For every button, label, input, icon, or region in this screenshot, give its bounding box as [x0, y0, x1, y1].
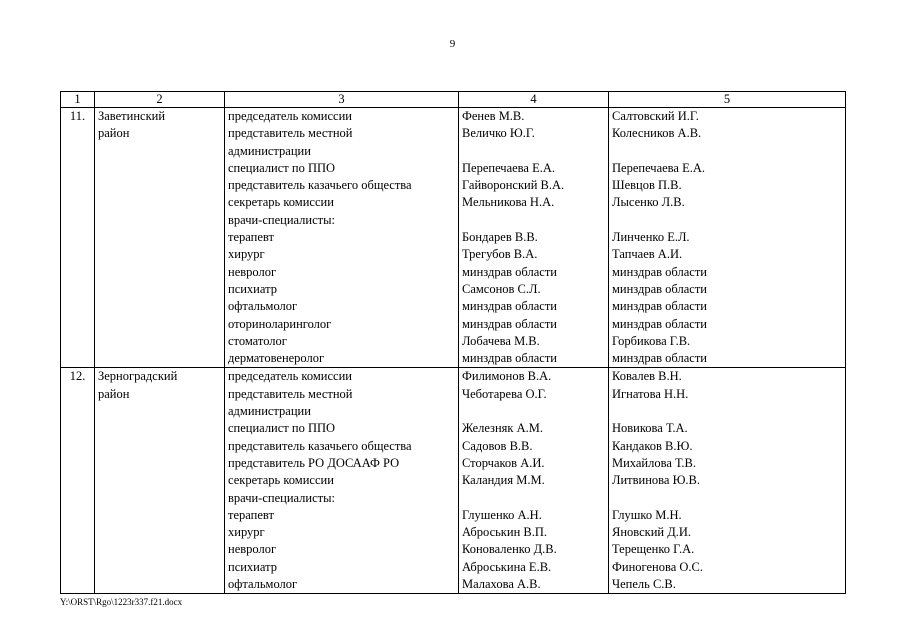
role-cell: терапевт: [228, 230, 274, 245]
member-cell: Самсонов С.Л.: [462, 281, 541, 296]
role-cell: администрации: [228, 404, 311, 419]
role-cell: секретарь комиссии: [228, 195, 334, 210]
reserve-cell: Яновский Д.И.: [612, 525, 692, 540]
member-cell: минздрав области: [462, 264, 557, 279]
role-cell: председатель комиссии: [228, 109, 352, 123]
member-cell: Гайворонский В.А.: [462, 178, 565, 193]
reserve-cell: Колесников А.В.: [612, 126, 702, 141]
reserve-cell: Михайлова Т.В.: [612, 455, 696, 470]
section-number: 12.: [61, 368, 95, 594]
member-column: [459, 108, 609, 368]
reserve-cell: Терещенко Г.А.: [612, 542, 695, 557]
member-cell: [462, 212, 605, 229]
role-cell: представитель РО ДОСААФ РО: [228, 455, 400, 470]
reserve-cell: Шевцов П.В.: [612, 178, 682, 193]
member-cell: Аброськина Е.В.: [462, 559, 552, 574]
section-row-11: [61, 108, 846, 368]
member-cell: Малахова А.В.: [462, 577, 541, 592]
member-cell: минздрав области: [462, 351, 557, 366]
member-cell: Чеботарева О.Г.: [462, 386, 547, 401]
member-cell: Аброськин В.П.: [462, 525, 548, 540]
role-cell: терапевт: [228, 507, 274, 522]
reserve-cell: [612, 212, 842, 229]
reserve-cell: минздрав области: [612, 351, 707, 366]
member-cell: Филимонов В.А.: [462, 369, 552, 384]
commission-table: [60, 91, 846, 594]
role-cell: специалист по ППО: [228, 160, 336, 175]
member-cell: Бондарев В.В.: [462, 230, 538, 245]
section-number: 11.: [61, 108, 95, 368]
reserve-cell: Ковалев В.Н.: [612, 369, 682, 384]
member-cell: минздрав области: [462, 316, 557, 331]
district-name-cell: [95, 368, 225, 594]
reserve-cell: Литвинова Ю.В.: [612, 473, 701, 488]
column-header-1: 1: [61, 92, 95, 108]
role-cell: дерматовенеролог: [228, 351, 325, 366]
member-cell: Лобачева М.В.: [462, 333, 540, 348]
role-cell: офтальмолог: [228, 299, 298, 314]
member-cell: Фенев М.В.: [462, 109, 525, 123]
member-cell: [462, 143, 605, 160]
role-cell: хирург: [228, 525, 265, 540]
role-cell: хирург: [228, 247, 265, 262]
district-name-line: Заветинский: [98, 109, 166, 123]
role-cell: секретарь комиссии: [228, 473, 334, 488]
reserve-cell: Перепечаева Е.А.: [612, 160, 706, 175]
column-header-5: 5: [609, 92, 846, 108]
role-cell: психиатр: [228, 559, 277, 574]
reserve-cell: Кандаков В.Ю.: [612, 438, 693, 453]
member-cell: [462, 490, 605, 507]
district-name-cell: [95, 108, 225, 368]
role-cell: стоматолог: [228, 333, 287, 348]
reserve-cell: минздрав области: [612, 264, 707, 279]
member-cell: Коноваленко Д.В.: [462, 542, 557, 557]
reserve-cell: Новикова Т.А.: [612, 421, 688, 436]
member-cell: Сторчаков А.И.: [462, 455, 545, 470]
role-cell: представитель казачьего общества: [228, 438, 412, 453]
reserve-cell: Тапчаев А.И.: [612, 247, 683, 262]
member-column: [459, 368, 609, 594]
reserve-cell: [612, 490, 842, 507]
role-cell: председатель комиссии: [228, 369, 352, 384]
district-name-line: район: [98, 386, 130, 401]
district-name-line: Зерноградский: [98, 369, 178, 384]
reserve-cell: Игнатова Н.Н.: [612, 386, 689, 401]
member-cell: Величко Ю.Г.: [462, 126, 535, 141]
reserve-cell: [612, 143, 842, 160]
section-row-12: [61, 368, 846, 594]
member-cell: Глушенко А.Н.: [462, 507, 542, 522]
role-cell: представитель местной: [228, 386, 353, 401]
column-header-4: 4: [459, 92, 609, 108]
role-cell: специалист по ППО: [228, 421, 336, 436]
column-header-3: 3: [225, 92, 459, 108]
page-number: 9: [449, 38, 456, 50]
reserve-cell: [612, 403, 842, 420]
role-cell: врачи-специалисты:: [228, 212, 335, 227]
member-cell: Мельникова Н.А.: [462, 195, 555, 210]
role-cell: администрации: [228, 143, 311, 158]
reserve-cell: минздрав области: [612, 316, 707, 331]
role-column: [225, 368, 459, 594]
table-header-row: [61, 92, 846, 108]
reserve-cell: Салтовский И.Г.: [612, 109, 699, 123]
member-cell: минздрав области: [462, 299, 557, 314]
role-cell: невролог: [228, 542, 277, 557]
reserve-cell: Лысенко Л.В.: [612, 195, 685, 210]
reserve-cell: минздрав области: [612, 281, 707, 296]
role-cell: оториноларинголог: [228, 316, 332, 331]
reserve-cell: Глушко М.Н.: [612, 507, 682, 522]
member-cell: [462, 403, 605, 420]
role-cell: невролог: [228, 264, 277, 279]
footer-file-path: Y:\ORST\Rgo\1223r337.f21.docx: [60, 597, 183, 607]
reserve-cell: Горбикова Г.В.: [612, 333, 691, 348]
member-cell: Трегубов В.А.: [462, 247, 538, 262]
reserve-cell: Линченко Е.Л.: [612, 230, 690, 245]
reserve-cell: Чепель С.В.: [612, 577, 676, 592]
reserve-cell: Финогенова О.С.: [612, 559, 703, 574]
member-cell: Перепечаева Е.А.: [462, 160, 556, 175]
role-cell: офтальмолог: [228, 577, 298, 592]
district-name-line: район: [98, 126, 130, 141]
role-cell: представитель казачьего общества: [228, 178, 412, 193]
role-cell: представитель местной: [228, 126, 353, 141]
reserve-column: [609, 108, 846, 368]
reserve-cell: минздрав области: [612, 299, 707, 314]
role-cell: психиатр: [228, 281, 277, 296]
member-cell: Садовов В.В.: [462, 438, 533, 453]
reserve-column: [609, 368, 846, 594]
member-cell: Каландия М.М.: [462, 473, 545, 488]
role-column: [225, 108, 459, 368]
role-cell: врачи-специалисты:: [228, 490, 335, 505]
column-header-2: 2: [95, 92, 225, 108]
member-cell: Железняк А.М.: [462, 421, 544, 436]
